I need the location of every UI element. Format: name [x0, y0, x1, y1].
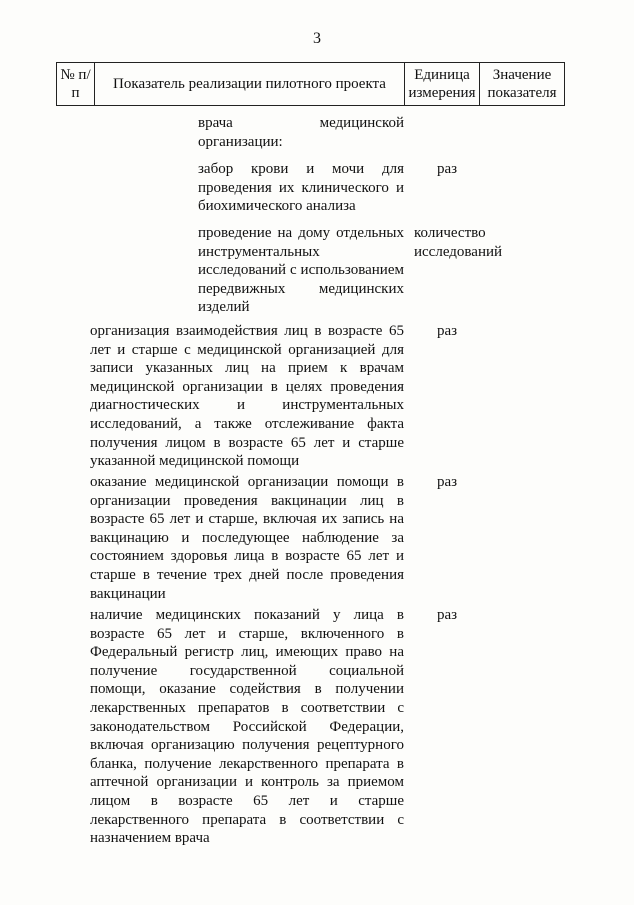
row-text: оказание медицинской организации помощи в организации проведения вакцинации лиц в возрасте 65 лет и старше, включая их запись на вакцинацию и последующее наблюдение за состоянием здоровья лица в возрасте 65 лет и старше в течение трех дней после проведения вакцинации — [90, 474, 404, 602]
page-number: 3 — [313, 30, 321, 47]
row-text: наличие медицинских показаний у лица в возрасте 65 лет и старше, включенного в Федеральный регистр лиц, имеющих право на получение государственной социальной помощи, оказание содействия в получении лекарственных препаратов в соответствии с законодательством Российской Федерации, включая организацию получения рецептурного бланка, получение лекарственного препарата в аптечной организации и контроль за приемом лицом в возрасте 65 лет и старше лекарственного препарата в соответствии с назначением врача — [90, 607, 404, 847]
row-unit: раз — [436, 323, 458, 339]
header-col-number: № п/п — [57, 63, 95, 106]
row-text: организация взаимодействия лиц в возрасте 65 лет и старше с медицинской организацией для записи указанных лиц на прием к врачам медицинской организации в целях проведения диагностических и инструментальных исследований, а также отслеживание факта получения лицом в возрасте 65 лет и старше указанной медицинской помощи — [90, 323, 404, 470]
table-header — [56, 62, 565, 106]
row-unit: раз — [436, 474, 458, 490]
header-col-unit: Единица измерения — [405, 63, 480, 106]
sub-row-text: проведение на дому отдельных инструментальных исследований с использованием передвижных медицинских изделий — [198, 225, 404, 316]
sub-row-unit: раз — [436, 161, 458, 177]
header-col-value: Значение показателя — [480, 63, 565, 106]
sub-row-text: забор крови и мочи для проведения их клинического и биохимического анализа — [198, 161, 404, 215]
header-col-indicator: Показатель реализации пилотного проекта — [95, 63, 405, 106]
sub-row-text: врача медицинской организации: — [198, 115, 404, 150]
sub-row-unit: количество исследований — [414, 225, 503, 260]
row-unit: раз — [436, 607, 458, 623]
